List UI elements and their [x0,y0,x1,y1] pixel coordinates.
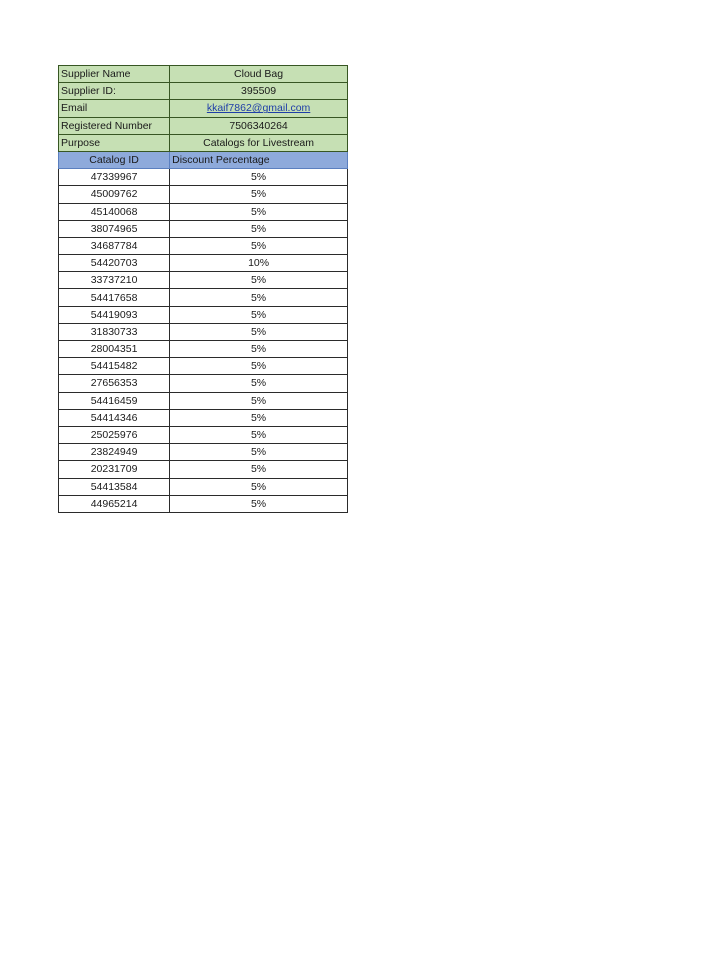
table-row [59,358,348,375]
discount-cell: 5% [170,220,348,237]
info-value: 7506340264 [170,117,348,134]
catalog-id-cell: 20231709 [59,461,170,478]
discount-cell: 5% [170,478,348,495]
catalog-id-cell: 34687784 [59,237,170,254]
table-row [59,426,348,443]
catalog-id-cell: 31830733 [59,323,170,340]
table-row [59,409,348,426]
table-row [59,478,348,495]
discount-cell: 5% [170,186,348,203]
catalog-id-cell: 23824949 [59,444,170,461]
info-value: Catalogs for Livestream [170,134,348,151]
discount-cell: 5% [170,409,348,426]
catalog-id-cell: 45140068 [59,203,170,220]
email-link[interactable]: kkaif7862@gmail.com [206,102,311,115]
table-row [59,237,348,254]
table-row [59,323,348,340]
info-label: Purpose [59,134,170,151]
catalog-id-cell: 54415482 [59,358,170,375]
catalog-id-cell: 54414346 [59,409,170,426]
discount-cell: 5% [170,306,348,323]
catalog-id-cell: 54420703 [59,255,170,272]
info-label: Registered Number [59,117,170,134]
discount-cell: 5% [170,375,348,392]
table-row [59,341,348,358]
table-row [59,444,348,461]
table-row [59,203,348,220]
info-row-email [59,100,348,117]
info-label: Email [59,100,170,117]
info-value: Cloud Bag [170,66,348,83]
info-label: Supplier Name [59,66,170,83]
table-row [59,289,348,306]
info-row-registered-number [59,117,348,134]
table-row [59,392,348,409]
discount-cell: 5% [170,341,348,358]
catalog-id-cell: 54416459 [59,392,170,409]
table-row [59,495,348,512]
catalog-id-cell: 38074965 [59,220,170,237]
catalog-id-cell: 28004351 [59,341,170,358]
discount-cell: 5% [170,426,348,443]
info-row-supplier-name [59,66,348,83]
discount-cell: 5% [170,272,348,289]
table-row [59,375,348,392]
info-label: Supplier ID: [59,83,170,100]
catalog-id-cell: 25025976 [59,426,170,443]
discount-cell: 5% [170,461,348,478]
table-row [59,461,348,478]
catalog-id-cell: 47339967 [59,169,170,186]
table-row [59,186,348,203]
discount-cell: 5% [170,495,348,512]
info-row-supplier-id [59,83,348,100]
table-row [59,169,348,186]
table-row [59,306,348,323]
discount-cell: 5% [170,237,348,254]
catalog-id-cell: 54417658 [59,289,170,306]
table-row [59,272,348,289]
discount-cell: 5% [170,444,348,461]
discount-cell: 5% [170,203,348,220]
header-discount-percentage: Discount Percentage [170,151,348,168]
discount-cell: 5% [170,323,348,340]
discount-cell: 5% [170,392,348,409]
table-row [59,220,348,237]
table-body [59,169,348,513]
discount-cell: 5% [170,169,348,186]
header-catalog-id: Catalog ID [59,151,170,168]
discount-cell: 10% [170,255,348,272]
info-value-cell [170,100,348,117]
discount-cell: 5% [170,289,348,306]
info-value: 395509 [170,83,348,100]
info-row-purpose [59,134,348,151]
discount-cell: 5% [170,358,348,375]
supplier-catalog-table [58,65,348,513]
table-row [59,255,348,272]
catalog-id-cell: 33737210 [59,272,170,289]
catalog-id-cell: 54419093 [59,306,170,323]
catalog-id-cell: 45009762 [59,186,170,203]
catalog-id-cell: 44965214 [59,495,170,512]
catalog-id-cell: 54413584 [59,478,170,495]
catalog-id-cell: 27656353 [59,375,170,392]
table-header-row [59,151,348,168]
